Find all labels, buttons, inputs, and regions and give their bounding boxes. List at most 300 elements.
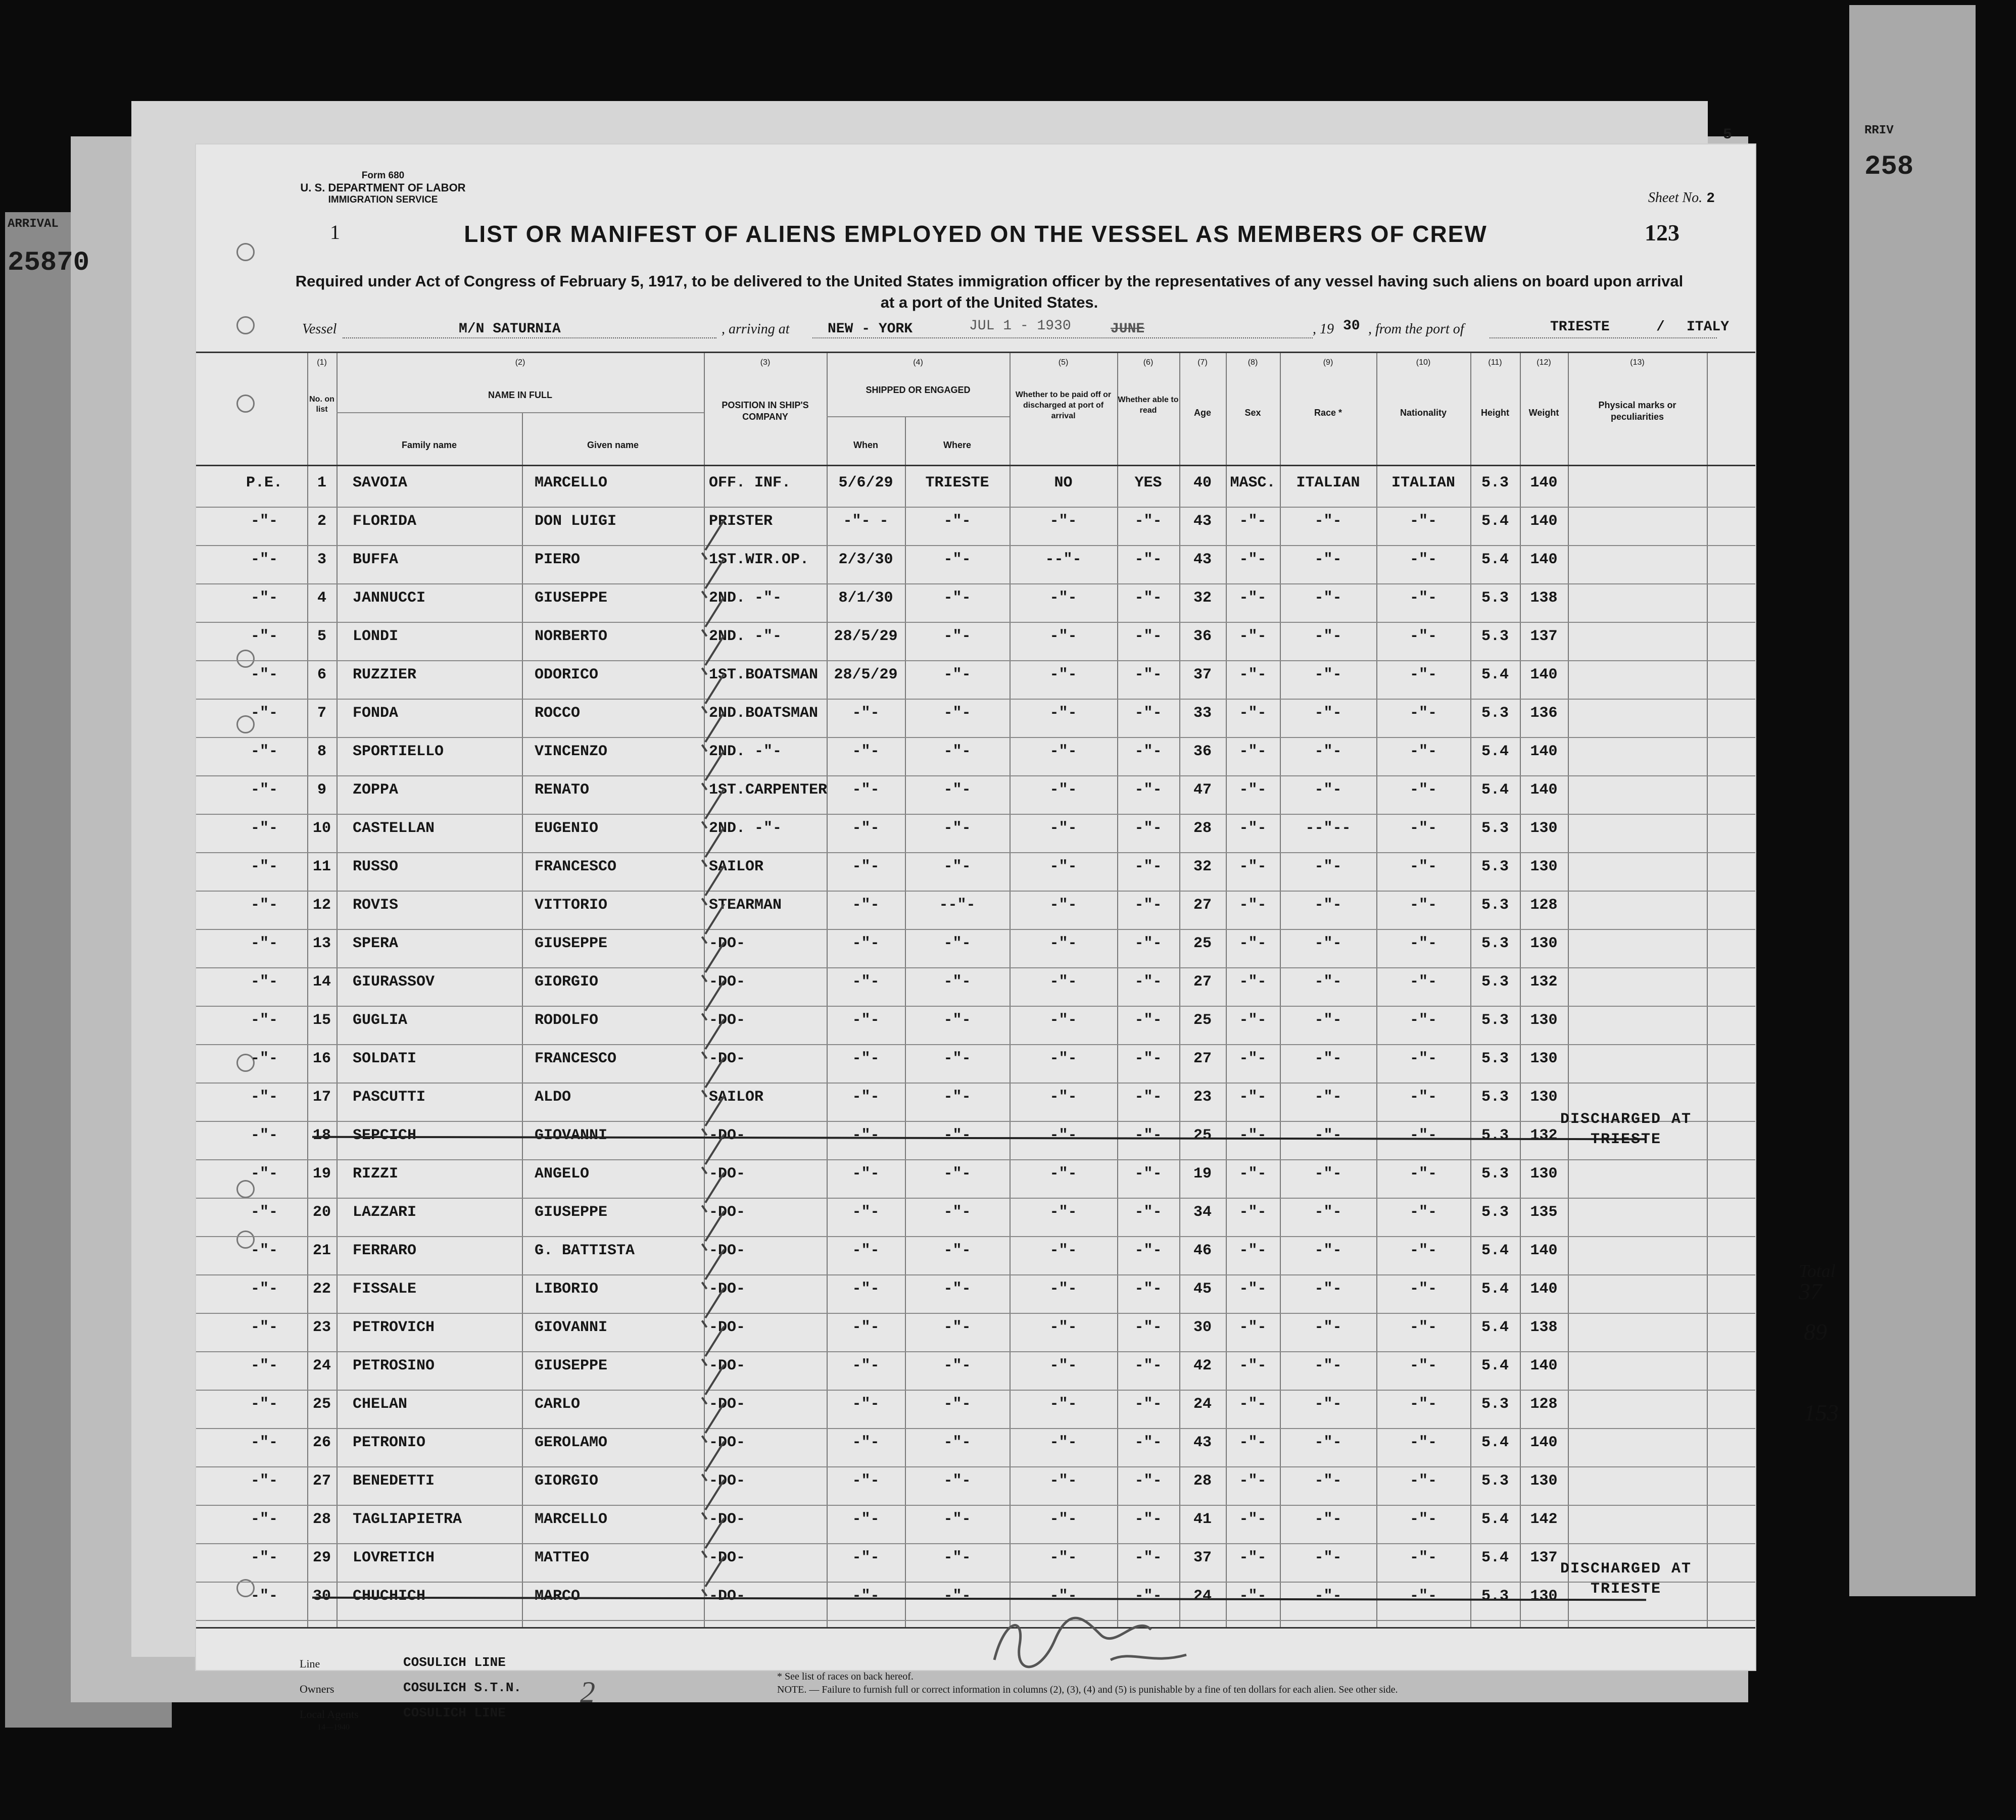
row-number: 30 bbox=[312, 1588, 331, 1605]
height: 5.3 bbox=[1481, 589, 1509, 607]
footer-print-code: 14—1940 bbox=[317, 1723, 350, 1732]
race: -"- bbox=[1314, 897, 1342, 914]
given-name: RODOLFO bbox=[535, 1012, 599, 1029]
paid-off: -"- bbox=[1049, 820, 1077, 837]
col-number-7: (7) bbox=[1197, 358, 1208, 367]
shipped-where: -"- bbox=[943, 820, 971, 837]
age: 40 bbox=[1193, 474, 1212, 491]
col-header-position: POSITION IN SHIP'S COMPANY bbox=[722, 400, 809, 422]
race: -"- bbox=[1314, 666, 1342, 683]
struck-month: JUNE bbox=[1111, 321, 1145, 337]
sex: -"- bbox=[1239, 1165, 1267, 1183]
paid-off: -"- bbox=[1049, 743, 1077, 760]
family-name: RUZZIER bbox=[353, 666, 417, 683]
table-row bbox=[196, 509, 1755, 547]
shipped-where: -"- bbox=[943, 628, 971, 645]
able-to-read: -"- bbox=[1134, 820, 1162, 837]
able-to-read: -"- bbox=[1134, 1050, 1162, 1067]
family-name: PETROVICH bbox=[353, 1319, 435, 1336]
family-name: PETRONIO bbox=[353, 1434, 426, 1451]
race: -"- bbox=[1314, 1012, 1342, 1029]
family-name: FONDA bbox=[353, 705, 399, 722]
given-name: GEROLAMO bbox=[535, 1434, 608, 1451]
family-name: SAVOIA bbox=[353, 474, 408, 491]
row-number: 9 bbox=[317, 781, 326, 799]
col-header-where: Where bbox=[943, 440, 971, 450]
shipped-when: -"- bbox=[852, 1434, 880, 1451]
shipped-where: -"- bbox=[943, 1242, 971, 1259]
family-name: BUFFA bbox=[353, 551, 399, 568]
col-header-shipped: SHIPPED OR ENGAGED bbox=[866, 385, 971, 395]
given-name: VITTORIO bbox=[535, 897, 608, 914]
family-name: BENEDETTI bbox=[353, 1472, 435, 1490]
weight: 128 bbox=[1530, 897, 1558, 914]
nationality: -"- bbox=[1409, 1511, 1437, 1528]
shipped-when: 28/5/29 bbox=[834, 666, 898, 683]
age: 45 bbox=[1193, 1281, 1212, 1298]
nationality: -"- bbox=[1409, 589, 1437, 607]
paid-off: -"- bbox=[1049, 1319, 1077, 1336]
sex: -"- bbox=[1239, 1204, 1267, 1221]
discharged-annotation-1-line2: TRIESTE bbox=[1590, 1131, 1662, 1148]
shipped-where: -"- bbox=[943, 1396, 971, 1413]
given-name: MARCELLO bbox=[535, 474, 608, 491]
row-left-mark: -"- bbox=[250, 1127, 278, 1144]
shipped-where: -"- bbox=[943, 1050, 971, 1067]
age: 37 bbox=[1193, 666, 1212, 683]
shipped-when: -"- bbox=[852, 820, 880, 837]
table-row bbox=[196, 1584, 1755, 1622]
given-name: ODORICO bbox=[535, 666, 599, 683]
nationality: -"- bbox=[1409, 1434, 1437, 1451]
height: 5.4 bbox=[1481, 1281, 1509, 1298]
race: -"- bbox=[1314, 1396, 1342, 1413]
given-name: EUGENIO bbox=[535, 820, 599, 837]
race: -"- bbox=[1314, 1549, 1342, 1566]
position: PRISTER bbox=[709, 513, 773, 530]
sex: -"- bbox=[1239, 1357, 1267, 1374]
sex: -"- bbox=[1239, 1319, 1267, 1336]
able-to-read: -"- bbox=[1134, 513, 1162, 530]
weight: 130 bbox=[1530, 1472, 1558, 1490]
row-left-mark: -"- bbox=[250, 1396, 278, 1413]
hand-mark-1: 1 bbox=[330, 221, 340, 243]
footer-agents-value: COSULICH LINE bbox=[403, 1705, 506, 1720]
position: OFF. INF. bbox=[709, 474, 791, 491]
race: -"- bbox=[1314, 973, 1342, 991]
nationality: -"- bbox=[1409, 935, 1437, 952]
height: 5.4 bbox=[1481, 1549, 1509, 1566]
shipped-when: -"- bbox=[852, 1549, 880, 1566]
manifest-sheet bbox=[196, 144, 1755, 1732]
family-name: RUSSO bbox=[353, 858, 399, 875]
row-left-mark: -"- bbox=[250, 897, 278, 914]
race: -"- bbox=[1314, 743, 1342, 760]
shipped-where: -"- bbox=[943, 1549, 971, 1566]
position: 1ST.BOATSMAN bbox=[709, 666, 819, 683]
age: 34 bbox=[1193, 1204, 1212, 1221]
nationality: -"- bbox=[1409, 1319, 1437, 1336]
row-left-mark: -"- bbox=[250, 935, 278, 952]
given-name: PIERO bbox=[535, 551, 581, 568]
row-left-mark: -"- bbox=[250, 1511, 278, 1528]
age: 28 bbox=[1193, 820, 1212, 837]
nationality: -"- bbox=[1409, 628, 1437, 645]
footer-owners-hand-mark: 2 bbox=[580, 1676, 595, 1709]
table-row bbox=[196, 470, 1755, 509]
footer-line-value: COSULICH LINE bbox=[403, 1655, 506, 1670]
table-row bbox=[196, 777, 1755, 816]
given-name: MATTEO bbox=[535, 1549, 590, 1566]
weight: 140 bbox=[1530, 551, 1558, 568]
shipped-when: -"- bbox=[852, 1089, 880, 1106]
shipped-where: -"- bbox=[943, 1165, 971, 1183]
arriving-port: NEW - YORK bbox=[828, 321, 913, 337]
age: 46 bbox=[1193, 1242, 1212, 1259]
race: -"- bbox=[1314, 1089, 1342, 1106]
height: 5.3 bbox=[1481, 1204, 1509, 1221]
family-name: JANNUCCI bbox=[353, 589, 426, 607]
position: 2ND. -"- bbox=[709, 820, 782, 837]
paid-off: -"- bbox=[1049, 1472, 1077, 1490]
row-left-mark: -"- bbox=[250, 1165, 278, 1183]
col-number-6: (6) bbox=[1143, 358, 1154, 367]
page-subtitle: Required under Act of Congress of February 5, 1917, to be delivered to the United States immigration officer by the representatives of any vessel having such aliens on board upon arrival at a port of the United States. bbox=[295, 272, 1684, 311]
sex: MASC. bbox=[1230, 474, 1276, 491]
height: 5.3 bbox=[1481, 1165, 1509, 1183]
row-left-mark: -"- bbox=[250, 1319, 278, 1336]
race: -"- bbox=[1314, 935, 1342, 952]
position: -DO- bbox=[709, 1281, 746, 1298]
shipped-where: -"- bbox=[943, 973, 971, 991]
footer-line-label: Line bbox=[300, 1657, 320, 1670]
weight: 128 bbox=[1530, 1396, 1558, 1413]
given-name: ALDO bbox=[535, 1089, 571, 1106]
position: -DO- bbox=[709, 1588, 746, 1605]
height: 5.3 bbox=[1481, 1012, 1509, 1029]
left-margin-number: 25870 bbox=[8, 248, 90, 278]
col-number-10: (10) bbox=[1416, 358, 1431, 367]
paid-off: -"- bbox=[1049, 781, 1077, 799]
nationality: -"- bbox=[1409, 781, 1437, 799]
shipped-where: -"- bbox=[943, 781, 971, 799]
table-row bbox=[196, 1085, 1755, 1123]
able-to-read: -"- bbox=[1134, 1511, 1162, 1528]
shipped-when: -"- bbox=[852, 1050, 880, 1067]
table-row bbox=[196, 969, 1755, 1008]
able-to-read: -"- bbox=[1134, 551, 1162, 568]
paid-off: -"- bbox=[1049, 1434, 1077, 1451]
shipped-where: -"- bbox=[943, 1434, 971, 1451]
shipped-when: 28/5/29 bbox=[834, 628, 898, 645]
age: 25 bbox=[1193, 1012, 1212, 1029]
shipped-when: -"- bbox=[852, 781, 880, 799]
shipped-when: -"- bbox=[852, 1127, 880, 1144]
paid-off: -"- bbox=[1049, 897, 1077, 914]
row-number: 28 bbox=[312, 1511, 331, 1528]
able-to-read: -"- bbox=[1134, 1357, 1162, 1374]
row-left-mark: -"- bbox=[250, 1012, 278, 1029]
nationality: -"- bbox=[1409, 551, 1437, 568]
position: -DO- bbox=[709, 1434, 746, 1451]
from-country: ITALY bbox=[1687, 319, 1730, 335]
col-number-9: (9) bbox=[1323, 358, 1333, 367]
tally-value-1: 37 bbox=[1799, 1278, 1822, 1304]
row-left-mark: -"- bbox=[250, 973, 278, 991]
age: 19 bbox=[1193, 1165, 1212, 1183]
height: 5.3 bbox=[1481, 628, 1509, 645]
weight: 130 bbox=[1530, 1588, 1558, 1605]
row-left-mark: -"- bbox=[250, 513, 278, 530]
nationality: -"- bbox=[1409, 1012, 1437, 1029]
age: 36 bbox=[1193, 743, 1212, 760]
age: 27 bbox=[1193, 973, 1212, 991]
age: 23 bbox=[1193, 1089, 1212, 1106]
col-header-no-on-list: No. on list bbox=[309, 395, 334, 414]
sex: -"- bbox=[1239, 589, 1267, 607]
table-row bbox=[196, 547, 1755, 585]
height: 5.4 bbox=[1481, 1357, 1509, 1374]
table-row bbox=[196, 854, 1755, 893]
sex: -"- bbox=[1239, 1281, 1267, 1298]
race: -"- bbox=[1314, 1588, 1342, 1605]
year-value: 30 bbox=[1343, 318, 1360, 334]
able-to-read: -"- bbox=[1134, 743, 1162, 760]
position: 2ND. -"- bbox=[709, 743, 782, 760]
row-left-mark: -"- bbox=[250, 1472, 278, 1490]
row-number: 20 bbox=[312, 1204, 331, 1221]
able-to-read: -"- bbox=[1134, 1472, 1162, 1490]
row-number: 22 bbox=[312, 1281, 331, 1298]
age: 27 bbox=[1193, 1050, 1212, 1067]
paid-off: -"- bbox=[1049, 628, 1077, 645]
family-name: CASTELLAN bbox=[353, 820, 435, 837]
height: 5.3 bbox=[1481, 1127, 1509, 1144]
paid-off: -"- bbox=[1049, 1549, 1077, 1566]
row-number: 11 bbox=[312, 858, 331, 875]
paid-off: -"- bbox=[1049, 973, 1077, 991]
table-row bbox=[196, 1008, 1755, 1046]
shipped-when: -"- bbox=[852, 1204, 880, 1221]
col-number-4: (4) bbox=[913, 358, 923, 367]
discharged-annotation-1-line1: DISCHARGED AT bbox=[1560, 1111, 1692, 1128]
footer-note-penalty: NOTE. — Failure to furnish full or correct information in columns (2), (3), (4) and (5) is punishable by a fine of ten dollars for each alien. See other side. bbox=[777, 1684, 1398, 1695]
row-left-mark: -"- bbox=[250, 1242, 278, 1259]
table-row bbox=[196, 662, 1755, 701]
height: 5.4 bbox=[1481, 781, 1509, 799]
race: -"- bbox=[1314, 589, 1342, 607]
able-to-read: -"- bbox=[1134, 1434, 1162, 1451]
sex: -"- bbox=[1239, 1549, 1267, 1566]
position: -DO- bbox=[709, 1549, 746, 1566]
shipped-when: -"- bbox=[852, 1242, 880, 1259]
position: -DO- bbox=[709, 973, 746, 991]
col-header-weight: Weight bbox=[1528, 408, 1559, 418]
paid-off: -"- bbox=[1049, 1588, 1077, 1605]
table-row bbox=[196, 1468, 1755, 1507]
col-header-paid-off: Whether to be paid off or discharged at port of arrival bbox=[1015, 390, 1112, 420]
height: 5.4 bbox=[1481, 1434, 1509, 1451]
race: --"-- bbox=[1305, 820, 1351, 837]
weight: 142 bbox=[1530, 1511, 1558, 1528]
family-name: TAGLIAPIETRA bbox=[353, 1511, 462, 1528]
race: -"- bbox=[1314, 551, 1342, 568]
nationality: -"- bbox=[1409, 858, 1437, 875]
table-row bbox=[196, 1392, 1755, 1430]
page-number: 123 bbox=[1645, 220, 1679, 245]
able-to-read: -"- bbox=[1134, 1281, 1162, 1298]
height: 5.4 bbox=[1481, 1242, 1509, 1259]
right-margin-stamp: RRIV bbox=[1864, 124, 1894, 137]
col-number-12: (12) bbox=[1537, 358, 1551, 367]
footer-owners-value: COSULICH S.T.N. bbox=[403, 1680, 522, 1695]
shipped-where: -"- bbox=[943, 1511, 971, 1528]
family-name: FISSALE bbox=[353, 1281, 417, 1298]
family-name: LAZZARI bbox=[353, 1204, 417, 1221]
nationality: -"- bbox=[1409, 820, 1437, 837]
col-number-5: (5) bbox=[1058, 358, 1069, 367]
race: -"- bbox=[1314, 513, 1342, 530]
nationality: ITALIAN bbox=[1391, 474, 1456, 491]
given-name: FRANCESCO bbox=[535, 858, 617, 875]
nationality: -"- bbox=[1409, 1089, 1437, 1106]
family-name: LOVRETICH bbox=[353, 1549, 435, 1566]
paid-off: -"- bbox=[1049, 1050, 1077, 1067]
shipped-when: -"- bbox=[852, 1396, 880, 1413]
race: -"- bbox=[1314, 1127, 1342, 1144]
shipped-where: -"- bbox=[943, 1319, 971, 1336]
position: STEARMAN bbox=[709, 897, 782, 914]
service-name: IMMIGRATION SERVICE bbox=[328, 194, 438, 205]
department-name: U. S. DEPARTMENT OF LABOR bbox=[300, 181, 466, 194]
shipped-when: -"- bbox=[852, 743, 880, 760]
row-left-mark: -"- bbox=[250, 666, 278, 683]
weight: 136 bbox=[1530, 705, 1558, 722]
vessel-name: M/N SATURNIA bbox=[459, 321, 561, 337]
able-to-read: -"- bbox=[1134, 781, 1162, 799]
left-margin-stamp: ARRIVAL bbox=[8, 217, 59, 231]
shipped-when: -"- bbox=[852, 705, 880, 722]
sex: -"- bbox=[1239, 1127, 1267, 1144]
row-number: 12 bbox=[312, 897, 331, 914]
sex: -"- bbox=[1239, 1472, 1267, 1490]
row-left-mark: -"- bbox=[250, 858, 278, 875]
row-left-mark: -"- bbox=[250, 589, 278, 607]
weight: 140 bbox=[1530, 474, 1558, 491]
port-slash: / bbox=[1656, 319, 1665, 335]
paid-off: -"- bbox=[1049, 858, 1077, 875]
nationality: -"- bbox=[1409, 1281, 1437, 1298]
able-to-read: -"- bbox=[1134, 1127, 1162, 1144]
given-name: RENATO bbox=[535, 781, 590, 799]
position: 2ND. -"- bbox=[709, 628, 782, 645]
discharged-annotation-2-line2: TRIESTE bbox=[1590, 1581, 1662, 1598]
able-to-read: -"- bbox=[1134, 666, 1162, 683]
row-number: 8 bbox=[317, 743, 326, 760]
shipped-where: -"- bbox=[943, 1588, 971, 1605]
nationality: -"- bbox=[1409, 973, 1437, 991]
col-header-physical-marks: Physical marks or peculiarities bbox=[1598, 400, 1676, 422]
row-left-mark: -"- bbox=[250, 1281, 278, 1298]
able-to-read: -"- bbox=[1134, 973, 1162, 991]
paid-off: -"- bbox=[1049, 1242, 1077, 1259]
shipped-where: -"- bbox=[943, 1281, 971, 1298]
row-number: 2 bbox=[317, 513, 326, 530]
race: -"- bbox=[1314, 1319, 1342, 1336]
shipped-where: -"- bbox=[943, 1127, 971, 1144]
shipped-where: -"- bbox=[943, 1357, 971, 1374]
from-port: TRIESTE bbox=[1550, 319, 1610, 335]
age: 30 bbox=[1193, 1319, 1212, 1336]
table-row bbox=[196, 701, 1755, 739]
inspector-signature bbox=[984, 1599, 1196, 1680]
position: SAILOR bbox=[709, 858, 764, 875]
table-row bbox=[196, 816, 1755, 854]
weight: 135 bbox=[1530, 1204, 1558, 1221]
sex: -"- bbox=[1239, 628, 1267, 645]
age: 43 bbox=[1193, 513, 1212, 530]
weight: 132 bbox=[1530, 973, 1558, 991]
position: 1ST.WIR.OP. bbox=[709, 551, 809, 568]
position: -DO- bbox=[709, 1242, 746, 1259]
paid-off: -"- bbox=[1049, 1357, 1077, 1374]
row-number: 23 bbox=[312, 1319, 331, 1336]
able-to-read: -"- bbox=[1134, 1012, 1162, 1029]
col-number-11: (11) bbox=[1488, 358, 1502, 367]
row-left-mark: -"- bbox=[250, 820, 278, 837]
row-left-mark: -"- bbox=[250, 1050, 278, 1067]
sex: -"- bbox=[1239, 973, 1267, 991]
shipped-where: -"- bbox=[943, 935, 971, 952]
family-name: ROVIS bbox=[353, 897, 399, 914]
shipped-where: -"- bbox=[943, 589, 971, 607]
nationality: -"- bbox=[1409, 1472, 1437, 1490]
family-name: GIURASSOV bbox=[353, 973, 435, 991]
tally-value-3: 153 bbox=[1804, 1400, 1839, 1425]
position: 1ST.CARPENTER bbox=[709, 781, 828, 799]
col-header-race: Race * bbox=[1314, 408, 1342, 418]
check-mark bbox=[696, 1579, 727, 1614]
col-header-able-to-read: Whether able to read bbox=[1118, 396, 1179, 415]
shipped-when: 5/6/29 bbox=[838, 474, 893, 491]
nationality: -"- bbox=[1409, 1549, 1437, 1566]
able-to-read: -"- bbox=[1134, 1165, 1162, 1183]
given-name: MARCO bbox=[535, 1588, 581, 1605]
height: 5.3 bbox=[1481, 474, 1509, 491]
shipped-when: -"- bbox=[852, 1588, 880, 1605]
shipped-where: --"- bbox=[939, 897, 976, 914]
nationality: -"- bbox=[1409, 897, 1437, 914]
height: 5.3 bbox=[1481, 935, 1509, 952]
table-row bbox=[196, 1200, 1755, 1238]
given-name: VINCENZO bbox=[535, 743, 608, 760]
arriving-label: , arriving at bbox=[722, 321, 790, 337]
footer-owners-label: Owners bbox=[300, 1683, 334, 1695]
shipped-where: -"- bbox=[943, 513, 971, 530]
given-name: GIUSEPPE bbox=[535, 935, 608, 952]
row-number: 5 bbox=[317, 628, 326, 645]
col-number-8: (8) bbox=[1247, 358, 1258, 367]
family-name: CHELAN bbox=[353, 1396, 408, 1413]
given-name: GIUSEPPE bbox=[535, 1357, 608, 1374]
sex: -"- bbox=[1239, 551, 1267, 568]
shipped-where: -"- bbox=[943, 743, 971, 760]
race: -"- bbox=[1314, 1281, 1342, 1298]
height: 5.4 bbox=[1481, 1511, 1509, 1528]
shipped-when: 8/1/30 bbox=[838, 589, 893, 607]
nationality: -"- bbox=[1409, 1165, 1437, 1183]
weight: 140 bbox=[1530, 1357, 1558, 1374]
